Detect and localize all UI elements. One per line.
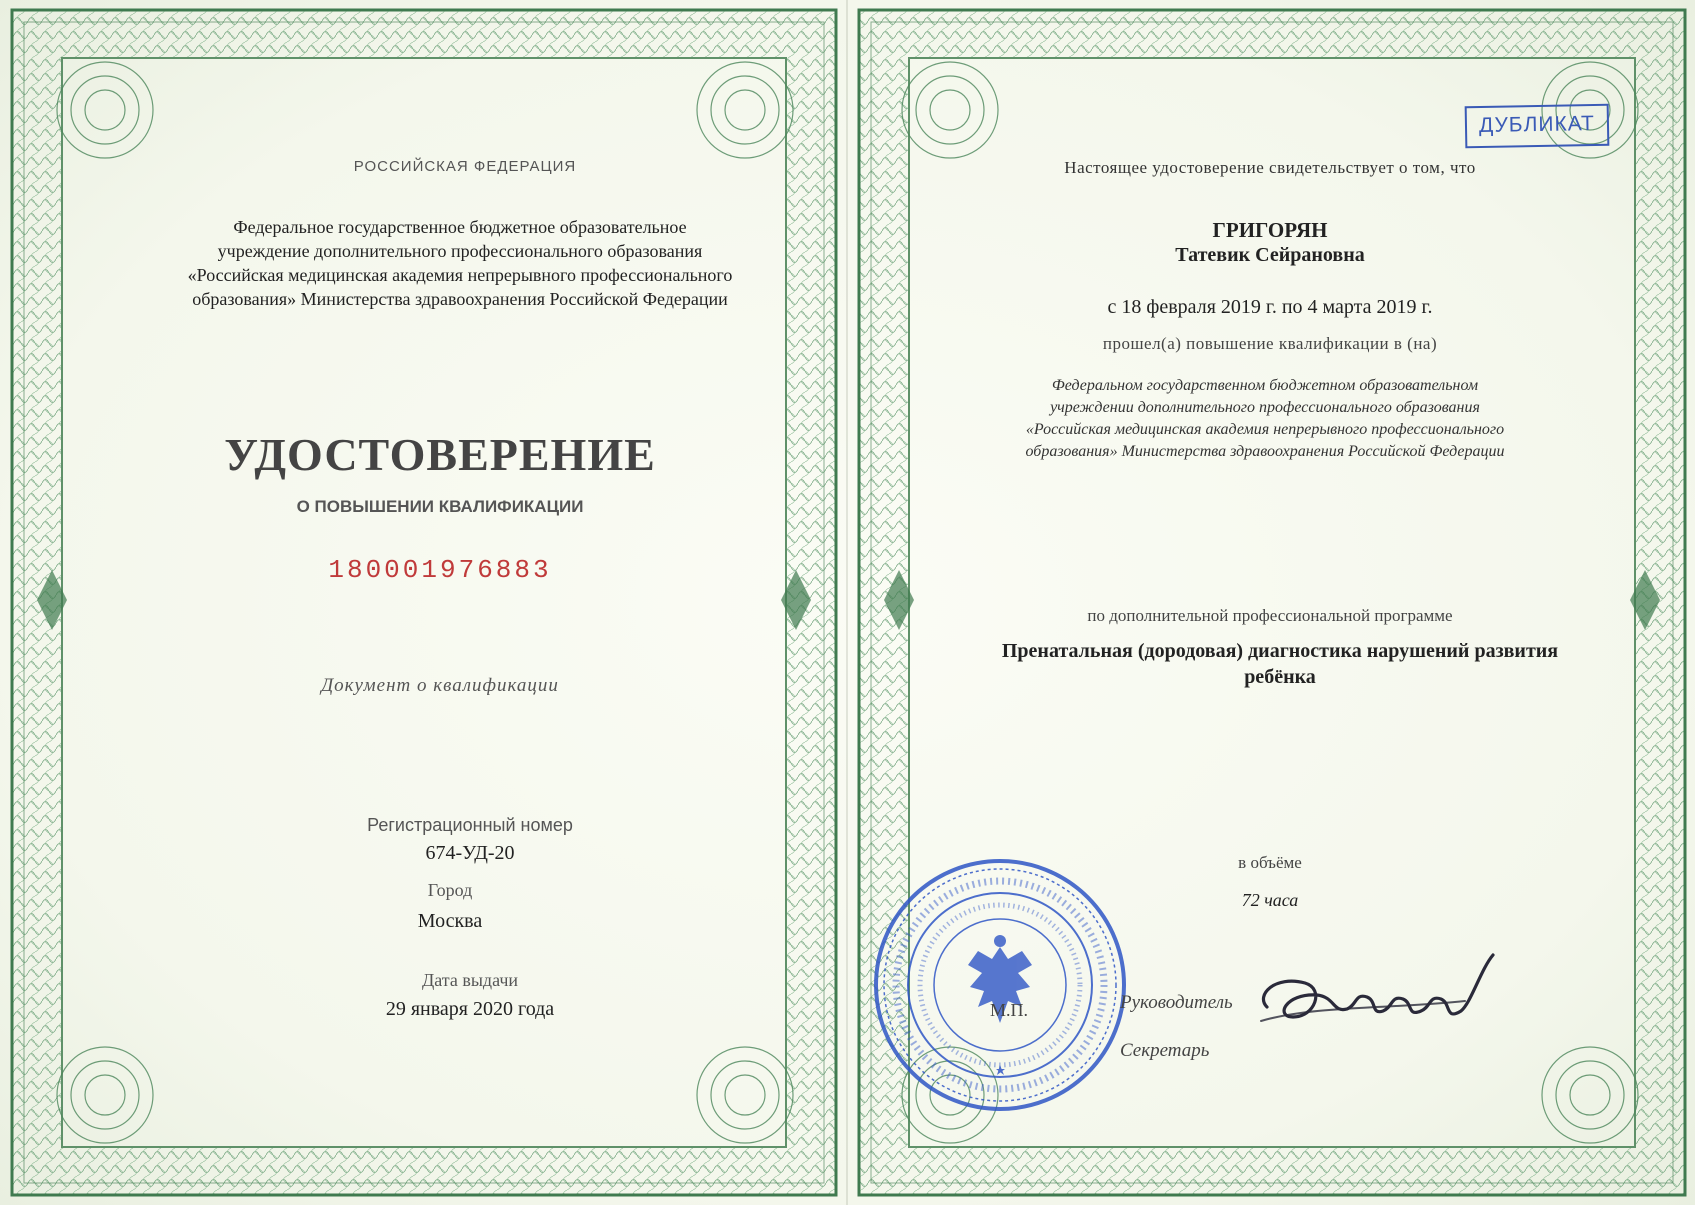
document-title: УДОСТОВЕРЕНИЕ	[224, 429, 656, 480]
program-title-line: Пренатальная (дородовая) диагностика нарушений развития	[1001, 640, 1559, 662]
institution-block	[940, 375, 1590, 463]
institution-line: Федеральном государственном бюджетном образовательном	[1051, 377, 1479, 394]
page-fold	[846, 0, 848, 1205]
program-title	[900, 638, 1660, 690]
document-type: Документ о квалификации	[321, 675, 559, 696]
program-label: по дополнительной профессиональной программе	[1087, 606, 1453, 625]
registration-value: 674-УД-20	[425, 842, 515, 864]
holder-surname: ГРИГОРЯН	[1212, 218, 1328, 242]
training-period: с 18 февраля 2019 г. по 4 марта 2019 г.	[1107, 296, 1433, 318]
city-label: Город	[427, 880, 473, 900]
certifies-text: Настоящее удостоверение свидетельствует о том, что	[1064, 158, 1476, 177]
document-subtitle: О ПОВЫШЕНИИ КВАЛИФИКАЦИИ	[296, 497, 584, 516]
program-title-line: ребёнка	[1244, 666, 1316, 688]
official-seal-icon	[870, 855, 1130, 1115]
volume-value: 72 часа	[1241, 890, 1299, 910]
issuer-block	[120, 215, 800, 311]
institution-line: «Российская медицинская академия непрерывного профессионального	[1025, 421, 1505, 438]
secretary-label: Секретарь	[1120, 1040, 1210, 1061]
issuer-line: «Российская медицинская академия непрерывного профессионального	[187, 265, 733, 285]
issue-date-label: Дата выдачи	[421, 970, 519, 990]
institution-line: образования» Министерства здравоохранения Российской Федерации	[1025, 443, 1505, 460]
passed-text: прошел(а) повышение квалификации в (на)	[1102, 334, 1438, 353]
volume-label: в объёме	[1238, 853, 1302, 872]
holder-given-names: Татевик Сейрановна	[1175, 244, 1365, 266]
signature-icon	[1255, 935, 1505, 1045]
issuer-line: учреждение дополнительного профессионального образования	[217, 241, 703, 261]
issuer-line: Федеральное государственное бюджетное образовательное	[233, 217, 687, 237]
issuer-line: образования» Министерства здравоохранения Российской Федерации	[192, 289, 728, 309]
institution-line: учреждении дополнительного профессионального образования	[1050, 399, 1480, 416]
registration-label: Регистрационный номер	[367, 815, 573, 835]
country-heading: РОССИЙСКАЯ ФЕДЕРАЦИЯ	[353, 158, 577, 175]
seal-place-label: М.П.	[990, 1000, 1029, 1020]
serial-number: 180001976883	[328, 555, 552, 585]
head-label: Руководитель	[1120, 992, 1233, 1013]
duplicate-stamp: ДУБЛИКАТ	[1465, 104, 1610, 149]
issue-date-value: 29 января 2020 года	[385, 998, 555, 1020]
city-value: Москва	[417, 910, 483, 932]
